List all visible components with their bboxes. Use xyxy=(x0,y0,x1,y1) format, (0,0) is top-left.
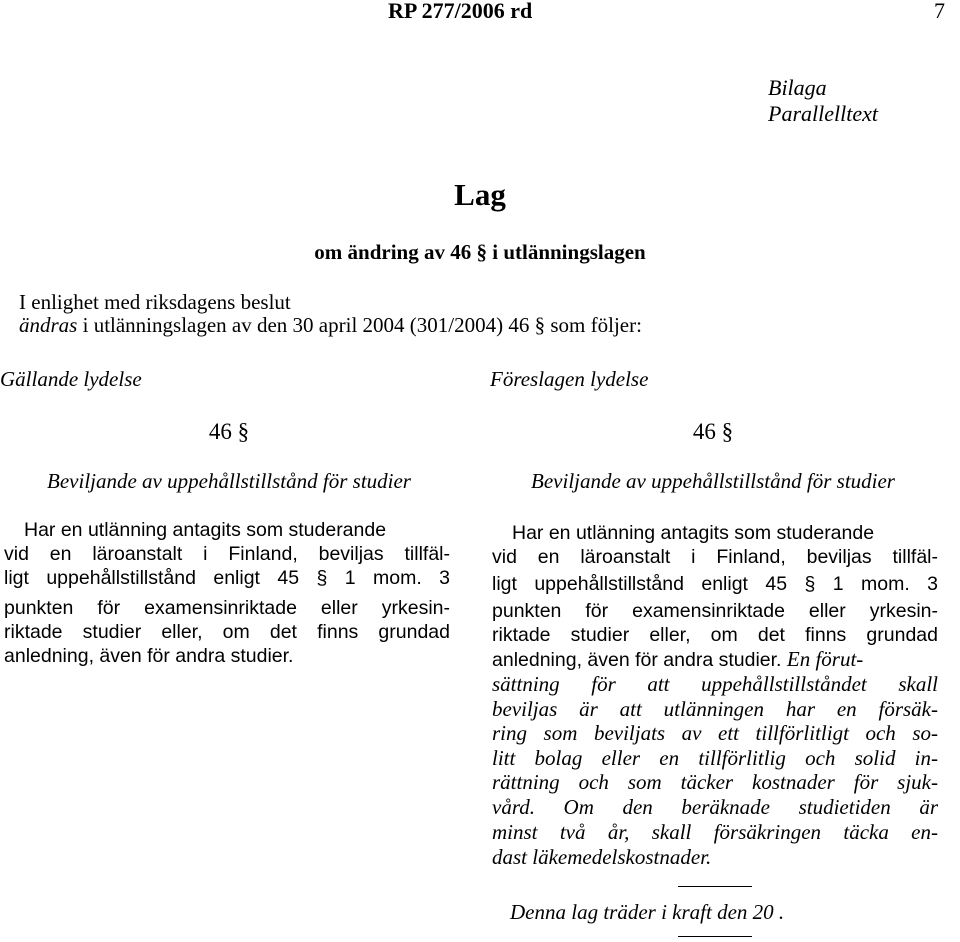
separator-rule-top xyxy=(678,886,752,887)
right-body-italic-start: En förut- xyxy=(786,647,864,671)
left-section-number: 46 § xyxy=(208,419,250,444)
right-italic-line: litt bolag eller en tillförlitlig och solid in- xyxy=(492,746,938,770)
right-body-line: vid en läroanstalt i Finland, beviljas tillfäl- xyxy=(492,546,938,568)
left-body-line: ligt uppehållstillstånd enligt 45 § 1 mom. 3 xyxy=(4,567,450,589)
right-body-line: Har en utlänning antagits som studerande xyxy=(512,522,875,544)
right-italic-line: dast läkemedelskostnader. xyxy=(492,845,712,869)
right-body-line-mixed xyxy=(492,647,938,671)
left-body-line: riktade studier eller, om det finns grundad xyxy=(4,621,450,643)
left-body-line: punkten för examensinriktade eller yrkesin- xyxy=(4,597,450,619)
left-body-line: anledning, även för andra studier. xyxy=(4,645,294,667)
right-section-title: Beviljande av uppehållstillstånd för studier xyxy=(531,469,895,493)
law-subtitle: om ändring av 46 § i utlänningslagen xyxy=(314,240,646,264)
right-body-plain: anledning, även för andra studier. xyxy=(492,649,787,671)
left-column-heading: Gällande lydelse xyxy=(0,367,142,391)
document-id: RP 277/2006 rd xyxy=(388,0,533,23)
intro-verb: ändras xyxy=(19,313,78,337)
right-italic-line: sättning för att uppehållstillståndet skall xyxy=(492,672,938,696)
intro-rest: i utlänningslagen av den 30 april 2004 (301/2004) 46 § som följer: xyxy=(77,313,642,337)
parallel-text-label: Parallelltext xyxy=(768,101,878,126)
right-body-line: ligt uppehållstillstånd enligt 45 § 1 mom. 3 xyxy=(492,573,938,595)
left-body-line: Har en utlänning antagits som studerande xyxy=(24,519,387,541)
right-italic-line: rättning och som täcker kostnader för sjuk- xyxy=(492,770,938,794)
separator-rule-bottom xyxy=(678,936,752,937)
right-italic-line: minst två år, skall försäkringen täcka en- xyxy=(492,820,938,844)
intro-line-1: I enlighet med riksdagens beslut xyxy=(19,290,291,314)
left-section-title: Beviljande av uppehållstillstånd för studier xyxy=(47,469,411,493)
right-italic-line: ring som beviljats av ett tillförlitligt och so- xyxy=(492,721,938,745)
right-italic-line: vård. Om den beräknade studietiden är xyxy=(492,795,938,819)
entry-into-force: Denna lag träder i kraft den 20 . xyxy=(510,900,785,924)
right-body-line: riktade studier eller, om det finns grundad xyxy=(492,624,938,646)
right-italic-line: beviljas är att utlänningen har en försäk- xyxy=(492,697,938,721)
intro-line-2 xyxy=(19,313,642,338)
law-title: Lag xyxy=(454,177,506,212)
right-body-line: punkten för examensinriktade eller yrkesin- xyxy=(492,600,938,622)
right-section-number: 46 § xyxy=(692,419,734,444)
left-body-line: vid en läroanstalt i Finland, beviljas tillfäl- xyxy=(4,543,450,565)
right-column-heading: Föreslagen lydelse xyxy=(490,367,649,391)
page-number: 7 xyxy=(934,0,945,23)
attachment-label: Bilaga xyxy=(768,75,827,100)
